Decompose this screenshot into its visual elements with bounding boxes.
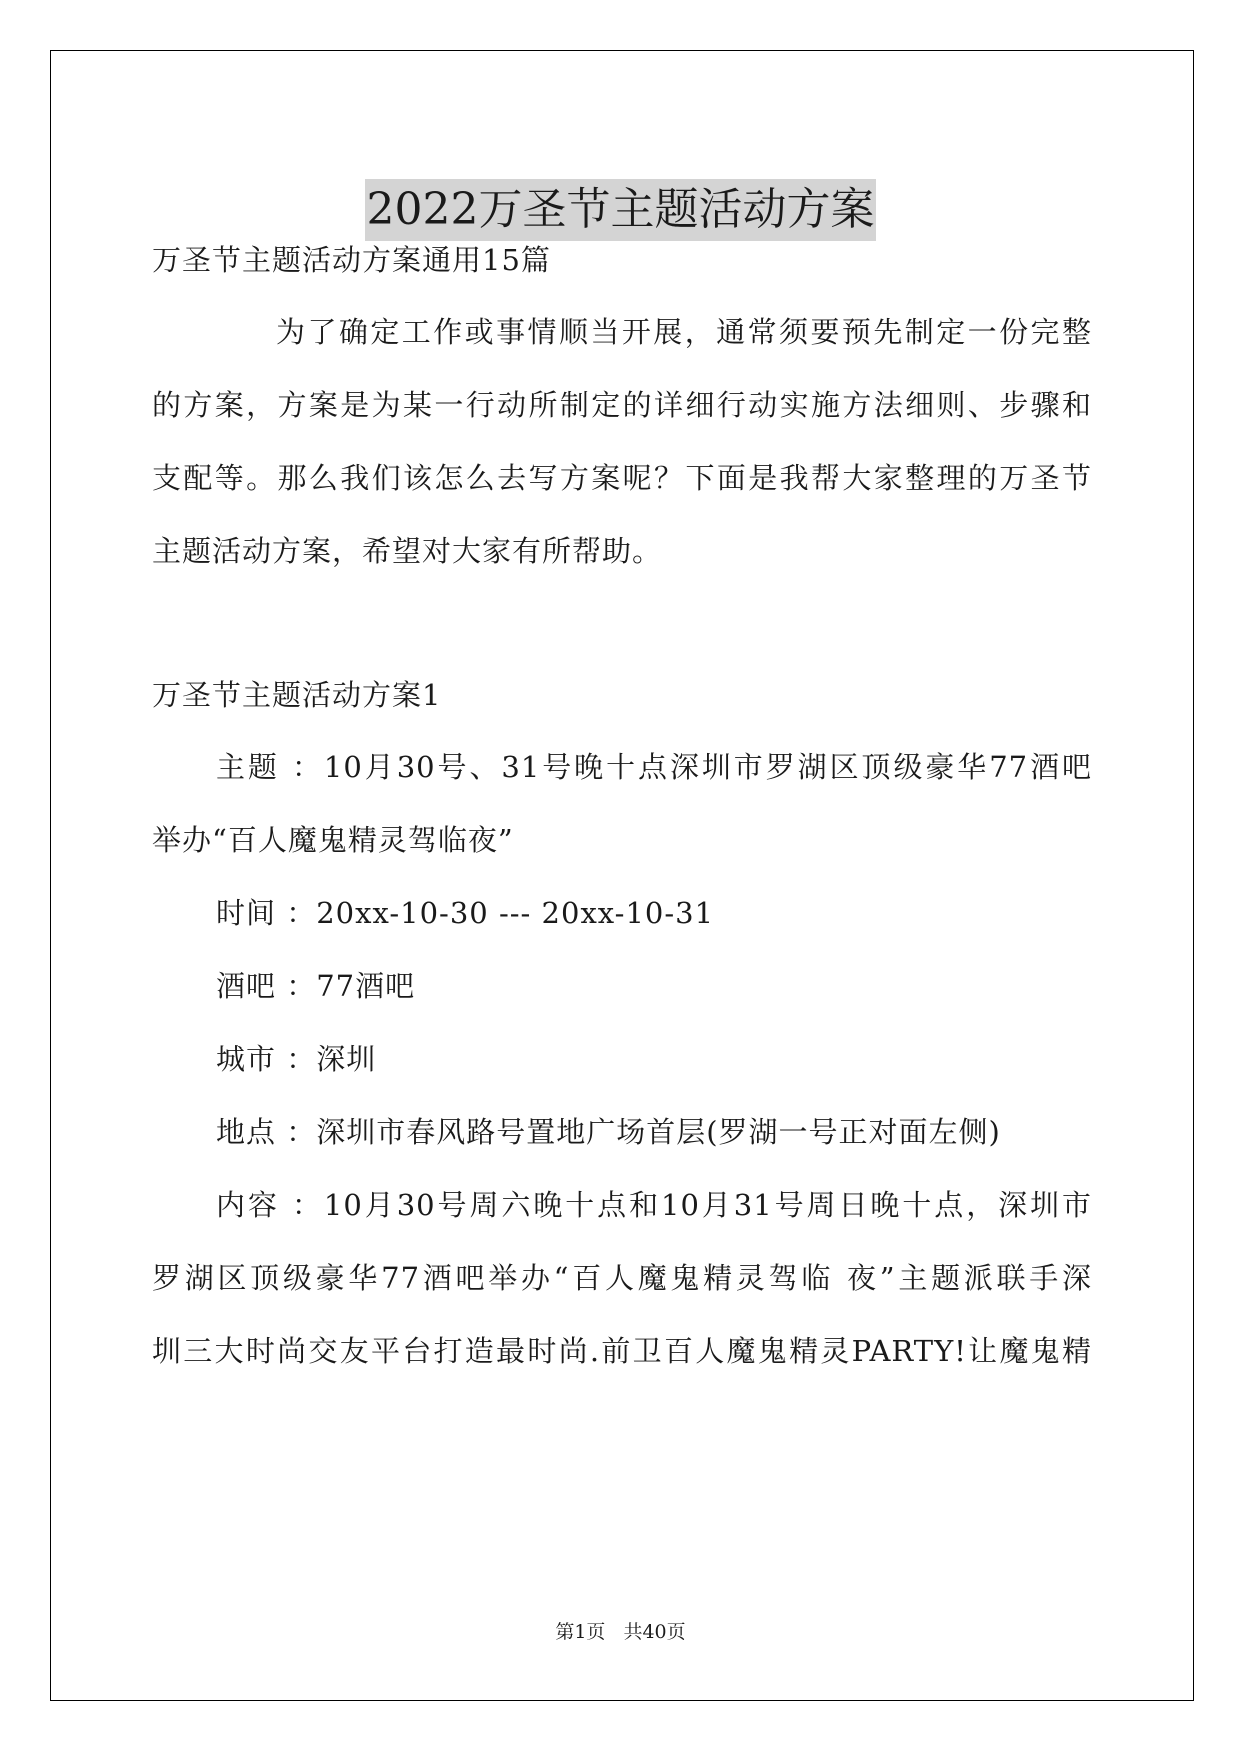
body-line: 酒吧 ：77酒吧 (216, 969, 416, 1003)
section-heading: 万圣节主题活动方案1 (152, 678, 442, 712)
body-line: 内容 ：10月30号周六晚十点和10月31号周日晚十点，深圳市 (216, 1188, 1092, 1222)
page-number: 第1页 (555, 1621, 606, 1643)
body-line: 为了确定工作或事情顺当开展，通常须要预先制定一份完整 (276, 315, 1092, 349)
body-line: 圳三大时尚交友平台打造最时尚.前卫百人魔鬼精灵PARTY!让魔鬼精 (152, 1334, 1092, 1368)
page-border (50, 50, 1194, 1701)
body-line: 支配等。那么我们该怎么去写方案呢？下面是我帮大家整理的万圣节 (152, 461, 1092, 495)
body-line: 举办“百人魔鬼精灵驾临夜” (152, 823, 514, 857)
body-line: 主题 ：10月30号、31号晚十点深圳市罗湖区顶级豪华77酒吧 (216, 750, 1092, 784)
page-footer (0, 1618, 1241, 1646)
body-line: 罗湖区顶级豪华77酒吧举办“百人魔鬼精灵驾临 夜”主题派联手深 (152, 1261, 1092, 1295)
subtitle-line: 万圣节主题活动方案通用15篇 (152, 243, 551, 277)
document-title: 2022万圣节主题活动方案 (365, 179, 877, 241)
body-line: 主题活动方案，希望对大家有所帮助。 (152, 534, 663, 568)
body-line: 地点 ：深圳市春风路号置地广场首层(罗湖一号正对面左侧) (216, 1115, 1001, 1149)
body-line: 时间 ：20xx-10-30 --- 20xx-10-31 (216, 896, 715, 930)
body-line: 城市 ：深圳 (216, 1042, 377, 1076)
page-total: 共40页 (623, 1621, 686, 1643)
body-line: 的方案，方案是为某一行动所制定的详细行动实施方法细则、步骤和 (152, 388, 1092, 422)
